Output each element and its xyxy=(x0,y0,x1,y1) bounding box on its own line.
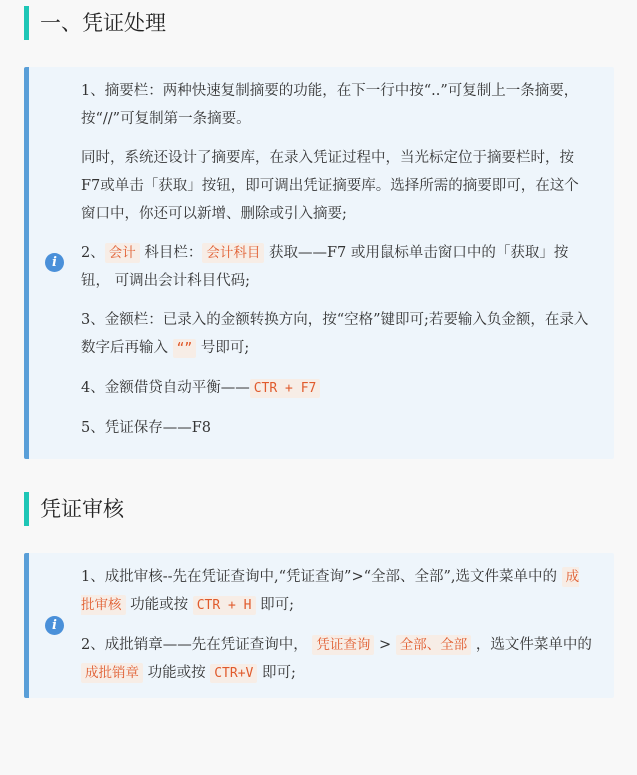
text: ，选文件菜单中的 xyxy=(471,637,592,653)
info-callout-voucher-review xyxy=(24,553,614,698)
text: 2、 xyxy=(81,245,105,261)
paragraph-batch-unstamp xyxy=(81,631,592,688)
text: > xyxy=(374,637,396,653)
callout-content xyxy=(81,563,592,699)
paragraph-account-field xyxy=(81,239,592,295)
callout-content xyxy=(81,77,592,453)
info-callout-voucher-processing xyxy=(24,67,614,459)
paragraph-auto-balance xyxy=(81,374,592,403)
paragraph-amount-field xyxy=(81,306,592,363)
paragraph-summary-field: 1、摘要栏：两种快速复制摘要的功能，在下一行中按“..”可复制上一条摘要，按“//”可复制第一条摘要。 xyxy=(81,83,579,127)
info-icon: i xyxy=(45,253,64,272)
highlight-accounting: 会计 xyxy=(105,243,140,263)
text: 功能或按 xyxy=(143,665,211,681)
code-shortcut-ctr-h: CTR + H xyxy=(193,596,256,615)
paragraph-save-voucher: 5、凭证保存——F8 xyxy=(81,420,212,436)
highlight-batch-unstamp: 成批销章 xyxy=(81,663,143,683)
text: 功能或按 xyxy=(125,597,193,613)
highlight-voucher-query: 凭证查询 xyxy=(312,635,374,655)
text: 4、金额借贷自动平衡—— xyxy=(81,380,250,396)
section-heading-voucher-review: 凭证审核 xyxy=(24,492,124,526)
text: 1、成批审核--先在凭证查询中,“凭证查询”>“全部、全部”,选文件菜单中的 xyxy=(81,569,562,585)
paragraph-summary-library: 同时，系统还设计了摘要库，在录入凭证过程中，当光标定位于摘要栏时，按F7或单击「获取」按钮，即可调出凭证摘要库。选择所需的摘要即可，在这个窗口中，你还可以新增、删除或引入摘要; xyxy=(81,150,579,222)
text: 2、成批销章——先在凭证查询中， xyxy=(81,637,313,653)
text: 即可; xyxy=(255,597,295,613)
code-shortcut-ctr-f7: CTR + F7 xyxy=(250,379,321,398)
highlight-batch-review: 成批审核 xyxy=(81,569,580,613)
text: 号即可; xyxy=(196,340,250,356)
text: 科目栏： xyxy=(139,245,203,261)
code-quote: “” xyxy=(173,339,197,358)
text: 即可; xyxy=(257,665,296,681)
code-shortcut-ctr-v: CTR+V xyxy=(210,664,257,683)
text: 获取——F7 或用鼠标单击窗口中的「获取」按钮， 可调出会计科目代码; xyxy=(81,245,569,289)
highlight-account-subject: 会计科目 xyxy=(202,243,264,263)
section-heading-voucher-processing: 一、凭证处理 xyxy=(24,6,166,40)
text: 3、金额栏：已录入的金额转换方向，按“空格”键即可;若要输入负金额，在录入数字后再输入 xyxy=(81,312,589,356)
info-icon: i xyxy=(45,616,64,635)
paragraph-batch-review xyxy=(81,563,592,620)
highlight-all-all: 全部、全部 xyxy=(396,635,472,655)
